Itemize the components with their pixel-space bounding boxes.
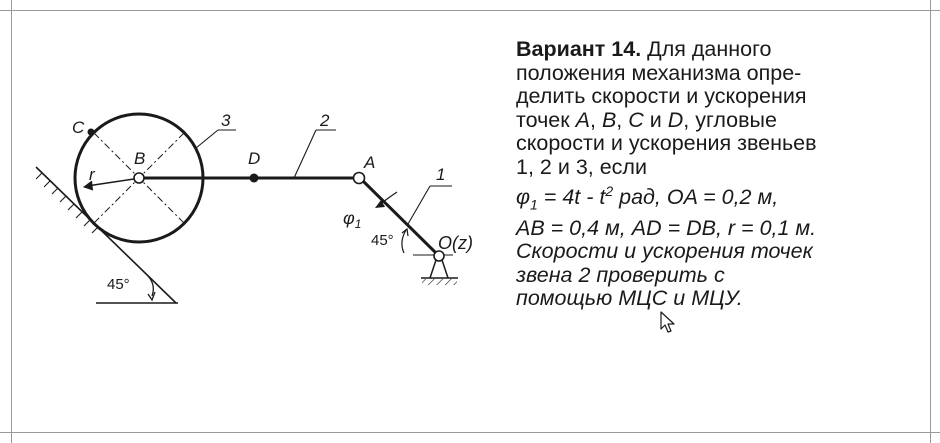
problem-statement bbox=[516, 38, 921, 311]
statement-line-4: точек A, B, C и D, угловые bbox=[516, 107, 777, 132]
mouse-pointer-icon bbox=[660, 311, 676, 335]
support-leg-right bbox=[442, 260, 448, 278]
pivot-o-label: O(z) bbox=[438, 233, 473, 253]
label-1-leader bbox=[408, 186, 430, 224]
link-1 bbox=[343, 153, 453, 255]
statement-line-1: Вариант 14. Для данного bbox=[516, 37, 772, 61]
label-2-leader bbox=[294, 130, 316, 178]
plane-angle-arrowhead bbox=[148, 292, 155, 300]
label-3-leader bbox=[196, 130, 218, 148]
point-c-label: C bbox=[72, 118, 85, 137]
link-3-label: 3 bbox=[221, 111, 231, 130]
plane-surface bbox=[36, 167, 176, 303]
statement-line-5: скорости и ускорения звеньев bbox=[516, 131, 817, 156]
point-d-label: D bbox=[248, 149, 261, 168]
statement-line-9: Скорости и ускорения точек bbox=[516, 239, 813, 264]
statement-line-2: положения механизма опре- bbox=[516, 60, 802, 85]
statement-line-8: AB = 0,4 м, AD = DB, r = 0,1 м. bbox=[516, 215, 817, 240]
link-2-label: 2 bbox=[320, 111, 330, 130]
statement-line-10: звена 2 проверить с bbox=[516, 262, 725, 287]
variant-heading: Вариант 14. bbox=[516, 37, 642, 61]
point-a-label: A bbox=[364, 153, 376, 172]
angle-label-right: 45° bbox=[371, 232, 394, 249]
statement-line-11: помощью МЦС и МЦУ. bbox=[516, 286, 743, 311]
point-b-joint bbox=[134, 173, 144, 183]
point-d-dot bbox=[250, 174, 259, 183]
phi-label: $\varphi_1$ bbox=[343, 208, 362, 231]
link-2 bbox=[144, 111, 355, 183]
support-leg-left bbox=[430, 260, 436, 278]
statement-line-7: $\varphi_1 = 4t - t^2$ рад, OA = 0,2 м, bbox=[516, 182, 779, 213]
pivot-o-support bbox=[421, 233, 473, 285]
link-1-label: 1 bbox=[436, 165, 446, 184]
point-c-dot bbox=[88, 129, 95, 136]
point-b-label: B bbox=[134, 149, 146, 168]
support-ground-hatch bbox=[422, 279, 457, 285]
angle-label-left: 45° bbox=[107, 276, 130, 293]
radius-label: r bbox=[89, 165, 95, 184]
point-a-joint bbox=[354, 173, 365, 184]
statement-line-6: 1, 2 и 3, если bbox=[516, 154, 647, 179]
crank-angle-arc bbox=[402, 230, 406, 253]
plane-angle-arc bbox=[148, 276, 153, 296]
statement-line-3: делить скорости и ускорения bbox=[516, 84, 807, 109]
